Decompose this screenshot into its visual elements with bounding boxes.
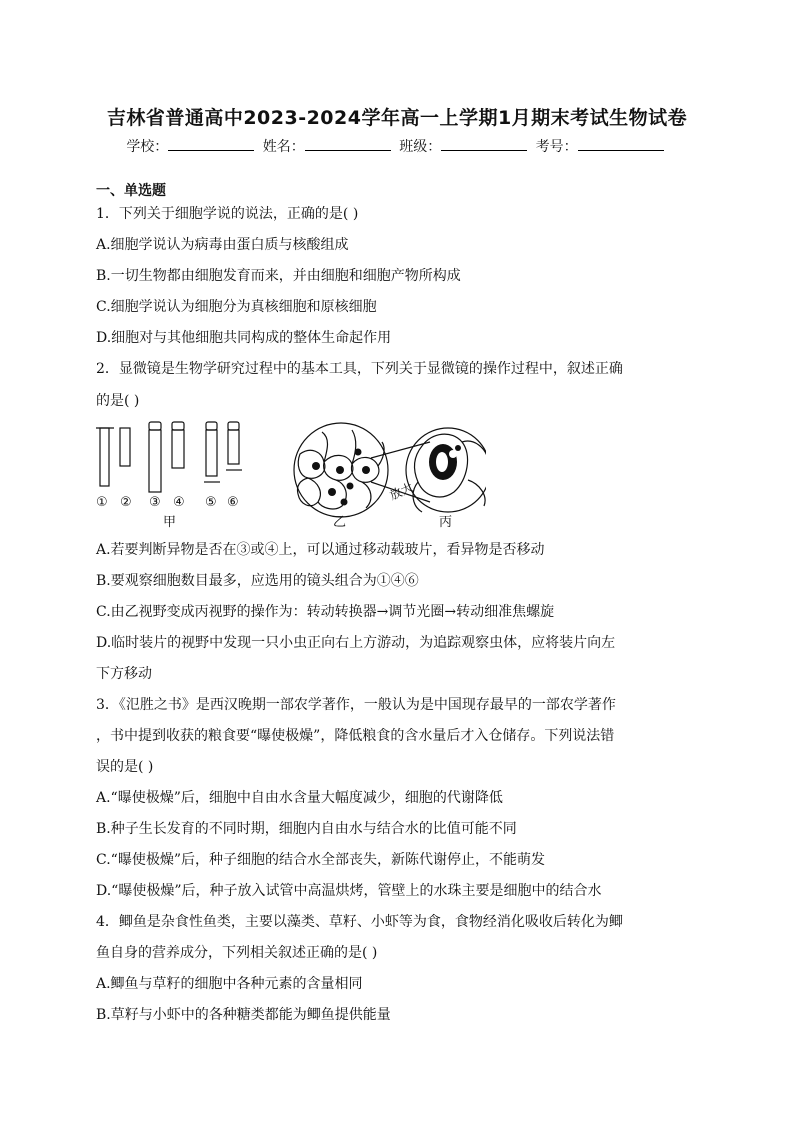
q4-stem-line2: 鱼自身的营养成分，下列相关叙述正确的是( ) (96, 945, 378, 961)
name-blank[interactable] (305, 137, 391, 151)
lens-label-5: ⑤ (205, 495, 217, 510)
student-info-line (0, 136, 794, 156)
name-label: 姓名： (262, 139, 305, 155)
q2-option-d-line1: D.临时装片的视野中发现一只小虫正向右上方游动，为追踪观察虫体，应将装片向左 (96, 635, 616, 651)
eyepiece-2-icon (120, 428, 130, 466)
lens-label-3: ③ (149, 495, 161, 510)
label-bing: 丙 (439, 515, 453, 530)
q4-option-b: B.草籽与小虾中的各种糖类都能为鲫鱼提供能量 (96, 1007, 391, 1023)
class-blank[interactable] (441, 137, 527, 151)
q2-option-d-line2: 下方移动 (96, 666, 152, 682)
q4-option-a: A.鲫鱼与草籽的细胞中各种元素的含量相同 (96, 976, 363, 992)
lens-label-4: ④ (173, 495, 185, 510)
label-jia: 甲 (163, 515, 177, 530)
q1-option-b: B.一切生物都由细胞发育而来，并由细胞和细胞产物所构成 (96, 268, 461, 284)
section-heading: 一、单选题 (96, 183, 166, 199)
objective-3-icon (149, 422, 161, 492)
q2-stem-line1: 2．显微镜是生物学研究过程中的基本工具，下列关于显微镜的操作过程中，叙述正确 (96, 361, 623, 377)
eyepiece-1-icon (96, 428, 114, 486)
class-label: 班级： (399, 139, 442, 155)
school-blank[interactable] (168, 137, 254, 151)
q2-option-b: B.要观察细胞数目最多，应选用的镜头组合为①④⑥ (96, 573, 419, 589)
q1-stem: 1．下列关于细胞学说的说法，正确的是( ) (96, 206, 359, 222)
q3-option-d: D.“曝使极燥”后，种子放入试管中高温烘烤，管壁上的水珠主要是细胞中的结合水 (96, 883, 602, 899)
lens-label-2: ② (120, 495, 132, 510)
q3-stem-line3: 误的是( ) (96, 759, 154, 775)
lens-label-6: ⑥ (227, 495, 239, 510)
q2-stem-line2: 的是( ) (96, 393, 140, 409)
label-fangda: 放大 (387, 480, 416, 503)
q4-stem-line1: 4．鲫鱼是杂食性鱼类，主要以藻类、草籽、小虾等为食，食物经消化吸收后转化为鲫 (96, 914, 623, 930)
objective-4-icon (172, 422, 184, 468)
objective-6-icon (226, 422, 242, 470)
q3-option-c: C.“曝使极燥”后，种子细胞的结合水全部丧失，新陈代谢停止，不能萌发 (96, 852, 545, 868)
label-yi: 乙 (333, 515, 347, 530)
q3-stem-line2: ，书中提到收获的粮食要“曝使极燥”，降低粮食的含水量后才入仓储存。下列说法错 (96, 728, 615, 744)
q3-option-a: A.“曝使极燥”后，细胞中自由水含量大幅度减少，细胞的代谢降低 (96, 790, 503, 806)
lens-label-1: ① (96, 495, 108, 510)
q1-option-c: C.细胞学说认为细胞分为真核细胞和原核细胞 (96, 299, 377, 315)
q3-option-b: B.种子生长发育的不同时期，细胞内自由水与结合水的比值可能不同 (96, 821, 517, 837)
page-title: 吉林省普通高中2023-2024学年高一上学期1月期末考试生物试卷 (106, 107, 688, 129)
q2-option-a: A.若要判断异物是否在③或④上，可以通过移动载玻片，看异物是否移动 (96, 542, 545, 558)
q1-option-a: A.细胞学说认为病毒由蛋白质与核酸组成 (96, 237, 349, 253)
q1-option-d: D.细胞对与其他细胞共同构成的整体生命起作用 (96, 330, 392, 346)
number-blank[interactable] (578, 137, 664, 151)
q2-option-c: C.由乙视野变成丙视野的操作为：转动转换器→调节光圈→转动细准焦螺旋 (96, 604, 555, 620)
objective-5-icon (204, 422, 220, 482)
school-label: 学校： (126, 139, 169, 155)
q3-stem-line1: 3．《氾胜之书》是西汉晚期一部农学著作，一般认为是中国现存最早的一部农学著作 (96, 697, 616, 713)
number-label: 考号： (535, 139, 578, 155)
microscope-figure (96, 418, 486, 530)
